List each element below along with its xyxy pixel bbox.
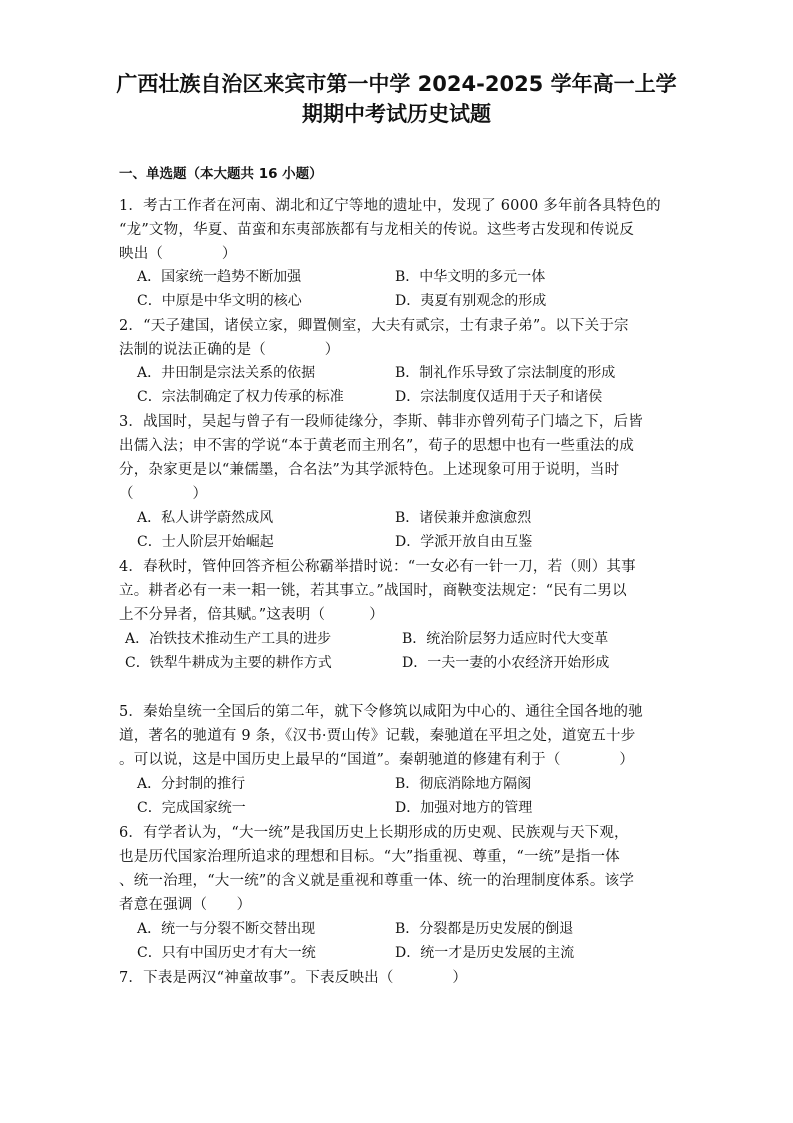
question-3-line-3: 分，杂家更是以“兼儒墨，合名法”为其学派特色。上述现象可用于说明，当时 xyxy=(119,462,620,478)
question-6-line-4: 者意在强调（ ） xyxy=(119,897,252,913)
question-2-line-2: 法制的说法正确的是（ ） xyxy=(119,342,340,358)
question-5-option-b: B．彻底消除地方隔阂 xyxy=(395,776,532,792)
question-1-line-1: 1．考古工作者在河南、湖北和辽宁等地的遗址中，发现了 6000 多年前各具特色的 xyxy=(119,198,661,214)
question-3-line-1: 3．战国时，吴起与曾子有一段师徒缘分，李斯、韩非亦曾列荀子门墙之下，后皆 xyxy=(119,414,643,430)
question-2-option-d: D．宗法制度仅适用于天子和诸侯 xyxy=(395,389,603,405)
question-3-line-4: （ ） xyxy=(119,486,208,502)
question-2-option-b: B．制礼作乐导致了宗法制度的形成 xyxy=(395,365,616,381)
question-2-line-1: 2．“天子建国，诸侯立家，卿置侧室，大夫有贰宗，士有隶子弟”。以下关于宗 xyxy=(119,318,629,334)
question-5-line-1: 5．秦始皇统一全国后的第二年，就下令修筑以咸阳为中心的、通往全国各地的驰 xyxy=(119,704,643,720)
question-2-option-c: C．宗法制确定了权力传承的标准 xyxy=(137,389,344,405)
question-3-option-d: D．学派开放自由互鉴 xyxy=(395,534,533,550)
question-5-line-2: 道，著名的驰道有 9 条，《汉书·贾山传》记载，秦驰道在平坦之处，道宽五十步 xyxy=(119,728,636,744)
question-6-option-d: D．统一才是历史发展的主流 xyxy=(395,945,575,961)
question-5-option-c: C．完成国家统一 xyxy=(137,800,246,816)
question-1-option-a: A．国家统一趋势不断加强 xyxy=(137,269,302,285)
question-5-option-d: D．加强对地方的管理 xyxy=(395,800,533,816)
question-4-line-1: 4．春秋时，管仲回答齐桓公称霸举措时说：“一女必有一针一刀，若（则）其事 xyxy=(119,559,636,575)
question-1-line-3: 映出（ ） xyxy=(119,246,237,262)
question-6-line-3: 、统一治理，“大一统”的含义就是重视和尊重一体、统一的治理制度体系。该学 xyxy=(119,873,635,889)
question-6-option-b: B．分裂都是历史发展的倒退 xyxy=(395,921,574,937)
question-6-option-c: C．只有中国历史才有大一统 xyxy=(137,945,316,961)
question-1-option-d: D．夷夏有别观念的形成 xyxy=(395,293,547,309)
question-4-option-a: A．冶铁技术推动生产工具的进步 xyxy=(125,631,332,647)
question-4-option-c: C．铁犁牛耕成为主要的耕作方式 xyxy=(125,655,332,671)
exam-title-line-2: 期期中考试历史试题 xyxy=(302,102,491,126)
question-3-line-2: 出儒入法；申不害的学说“本于黄老而主刑名”，荀子的思想中也有一些重法的成 xyxy=(119,438,635,454)
question-4-option-d: D．一夫一妻的小农经济开始形成 xyxy=(402,655,610,671)
question-6-option-a: A．统一与分裂不断交替出现 xyxy=(137,921,316,937)
question-3-option-a: A．私人讲学蔚然成风 xyxy=(137,510,274,526)
question-6-line-1: 6．有学者认为，“大一统”是我国历史上长期形成的历史观、民族观与天下观， xyxy=(119,825,629,841)
question-5-line-3: 。可以说，这是中国历史上最早的“国道”。秦朝驰道的修建有利于（ ） xyxy=(119,752,635,768)
question-4-line-2: 立。耕者必有一耒一耜一铫，若其事立。”战国时，商鞅变法规定：“民有二男以 xyxy=(119,583,627,599)
question-3-option-c: C．士人阶层开始崛起 xyxy=(137,534,274,550)
question-7-line-1: 7．下表是两汉“神童故事”。下表反映出（ ） xyxy=(119,970,468,986)
question-5-option-a: A．分封制的推行 xyxy=(137,776,246,792)
question-1-option-c: C．中原是中华文明的核心 xyxy=(137,293,302,309)
question-1-line-2: “龙”文物，华夏、苗蛮和东夷部族都有与龙相关的传说。这些考古发现和传说反 xyxy=(119,222,635,238)
question-4-line-3: 上不分异者，倍其赋。”这表明（ ） xyxy=(119,607,384,623)
question-6-line-2: 也是历代国家治理所追求的理想和目标。“大”指重视、尊重，“一统”是指一体 xyxy=(119,849,620,865)
question-3-option-b: B．诸侯兼并愈演愈烈 xyxy=(395,510,532,526)
section-heading: 一、单选题（本大题共 16 小题） xyxy=(119,166,323,182)
question-4-option-b: B．统治阶层努力适应时代大变革 xyxy=(402,631,609,647)
exam-title-line-1: 广西壮族自治区来宾市第一中学 2024-2025 学年高一上学 xyxy=(116,72,677,96)
question-2-option-a: A．井田制是宗法关系的依据 xyxy=(137,365,316,381)
question-1-option-b: B．中华文明的多元一体 xyxy=(395,269,546,285)
